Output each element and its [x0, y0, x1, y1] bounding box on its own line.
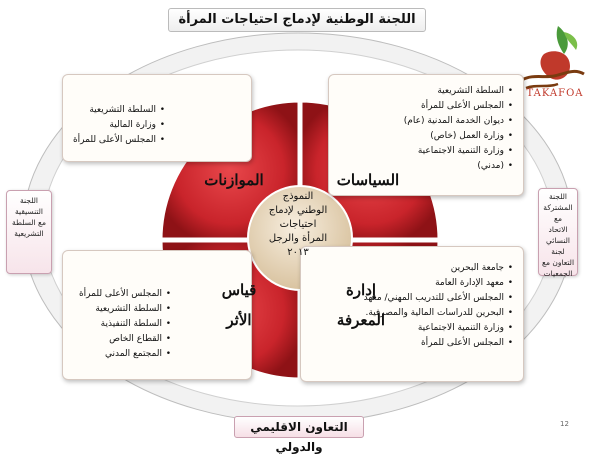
center-line: ٢٠١٣ [287, 247, 309, 258]
list-item: • وزارة التنمية الاجتماعية [329, 144, 513, 159]
list-item: • وزارة التنمية الاجتماعية [301, 321, 513, 336]
list-item: • معهد الإدارة العامة [301, 276, 513, 291]
label-policies: السياسات [336, 171, 400, 189]
list-item: • ديوان الخدمة المدنية (عام) [329, 114, 513, 129]
coordination-committee-text: اللجنة التنسيقية مع السلطة التشريعية [11, 196, 47, 238]
label-knowledge [316, 280, 406, 330]
center-line: احتياجات [279, 219, 317, 230]
label-knowledge-line1: إدارة [345, 281, 377, 299]
list-item: • السلطة التنفيذية [63, 317, 171, 332]
label-impact-line1: قياس [221, 281, 257, 299]
joint-committee-text: اللجنة المشتركة مع الاتحاد النسائي لجنة التعاون مع الجمعيات [541, 192, 575, 278]
list-item-continuation: • البحرين للدراسات المالية والمصرفية. [301, 306, 513, 321]
panel-budgets [62, 74, 252, 162]
list-item: • المجلس الأعلى للتدريب المهني/ معهد [301, 291, 513, 306]
list-item: • المجلس الأعلى للمرأة [63, 133, 165, 148]
center-label [248, 190, 348, 260]
label-impact-line2: الأثر [226, 311, 252, 329]
list-item: • السلطة التشريعية [329, 84, 513, 99]
center-line: النموذج [282, 191, 314, 202]
panel-budgets-list [63, 75, 251, 148]
footer-cooperation: التعاون الاقليمي والدولي [234, 416, 364, 438]
panel-policies-list [329, 75, 523, 174]
coordination-committee-box [6, 190, 52, 274]
list-item: • القطاع الخاص [63, 332, 171, 347]
list-item: • المجتمع المدني [63, 347, 171, 362]
label-impact [194, 280, 284, 330]
page-title: اللجنة الوطنية لإدماج احتياجات المرأة [168, 8, 426, 32]
label-budgets: الموازنات [204, 171, 264, 189]
logo-text: TAKAFOA [526, 88, 584, 99]
list-item: • المجلس الأعلى للمرأة [301, 336, 513, 351]
list-item-continuation: • (مدني) [329, 159, 513, 174]
list-item: • السلطة التشريعية [63, 103, 165, 118]
list-item: • وزارة العمل (خاص) [329, 129, 513, 144]
list-item: • السلطة التشريعية [63, 302, 171, 317]
list-item: • جامعة البحرين [301, 261, 513, 276]
center-line: الوطني لإدماج [268, 205, 328, 216]
list-item: • وزارة المالية [63, 118, 165, 133]
list-item: • المجلس الأعلى للمرأة [63, 287, 171, 302]
label-knowledge-line2: المعرفة [336, 311, 386, 329]
page-number: 12 [560, 420, 569, 428]
joint-committee-box [538, 188, 578, 276]
list-item: • المجلس الأعلى للمرأة [329, 99, 513, 114]
center-line: المرأة والرجل [268, 233, 328, 244]
